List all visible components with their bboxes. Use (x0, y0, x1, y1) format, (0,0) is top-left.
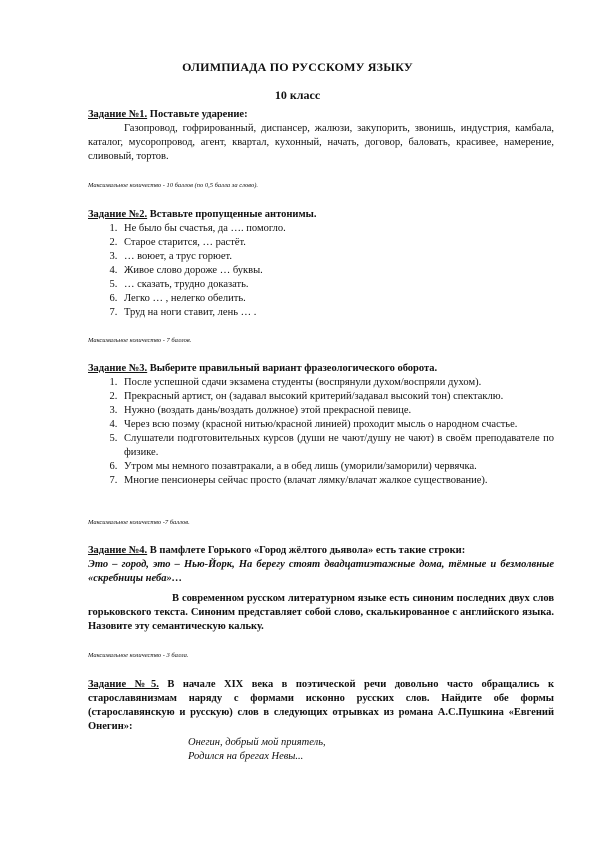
task-3-note: Максимальное количество -7 баллов. (88, 519, 190, 526)
task-5-text: В начале XIX века в поэтической речи довольно часто обращались к старославянизмам наряду с формами исконно русских слов. Найдите обе формы (старославянскую и русскую) слов в следующих отрывках из романа А.С.Пушкина «Евгений Онегин»: (88, 679, 555, 732)
list-item: 3. Нужно (воздать дань/воздать должное) этой прекрасной певице. (120, 404, 554, 418)
list-item: 1. После успешной сдачи экзамена студенты (воспрянули духом/воспряли духом). (120, 376, 554, 390)
list-item: 1. Не было бы счастья, да …. помогло. (120, 222, 554, 236)
task-3-label: Задание №3. (88, 363, 148, 374)
list-item: 7. Многие пенсионеры сейчас просто (влачат лямку/влачат жалкое существование). (120, 474, 554, 488)
task-2-header (88, 208, 554, 222)
task-1-note: Максимальное количество - 10 баллов (по 0,5 балла за слово). (88, 182, 259, 189)
list-item: 5. Слушатели подготовительных курсов (души не чают/душу не чают) в своём преподавателе по физике. (120, 432, 554, 460)
task-5-label: Задание №5. (88, 679, 159, 690)
task-2-text: Вставьте пропущенные антонимы. (149, 209, 317, 220)
task-3-header (88, 362, 554, 376)
poem-line: Онегин, добрый мой приятель, (188, 737, 326, 748)
list-item: 4. Через всю поэму (красной нитью/красной линией) проходит мысль о народном счастье. (120, 418, 554, 432)
task-4-header (88, 544, 554, 558)
task-3-list (88, 376, 554, 488)
task-2-list (88, 222, 554, 320)
task-5-poem (88, 736, 554, 764)
list-item: 6. Утром мы немного позавтракали, а в обед лишь (уморили/заморили) червячка. (120, 460, 554, 474)
task-2-note: Максимальное количество - 7 баллов. (88, 337, 192, 344)
task-4-text: В памфлете Горького «Город жёлтого дьявола» есть такие строки: (149, 545, 466, 556)
list-item: 3. … воюет, а трус горюет. (120, 250, 554, 264)
task-5-header (88, 678, 554, 734)
task-4 (88, 544, 554, 634)
task-4-note: Максимальное количество - 3 балла. (88, 652, 189, 659)
task-1-text: Поставьте ударение: (149, 109, 248, 120)
task-5 (88, 678, 554, 764)
task-2 (88, 208, 554, 320)
task-1 (88, 108, 554, 164)
list-item: 6. Легко … , нелегко обелить. (120, 292, 554, 306)
list-item: 5. … сказать, трудно доказать. (120, 278, 554, 292)
task-1-label: Задание №1. (88, 109, 148, 120)
grade-label: 10 класс (274, 88, 321, 102)
task-3-text: Выберите правильный вариант фразеологического оборота. (149, 363, 438, 374)
list-item: 4. Живое слово дороже … буквы. (120, 264, 554, 278)
task-2-label: Задание №2. (88, 209, 148, 220)
task-1-header (88, 108, 554, 122)
document-title: ОЛИМПИАДА ПО РУССКОМУ ЯЗЫКУ (182, 60, 413, 74)
list-item: 2. Старое старится, … растёт. (120, 236, 554, 250)
task-1-words: Газопровод, гофрированный, диспансер, жалюзи, закупорить, звонишь, индустрия, камбала, каталог, мусоропровод, агент, квартал, кухонный, начать, договор, баловать, красивее, намерение, сливовый, тортов. (88, 123, 554, 162)
task-4-label: Задание №4. (88, 545, 148, 556)
list-item: 2. Прекрасный артист, он (задавал высокий критерий/задавал высокий тон) спектаклю. (120, 390, 554, 404)
list-item: 7. Труд на ноги ставит, лень … . (120, 306, 554, 320)
task-4-body: В современном русском литературном языке есть синоним последних двух слов горьковского текста. Синоним представляет собой слово, скалькированное с английского языка. Назовите эту семантическую кальку. (88, 593, 554, 632)
poem-line: Родился на брегах Невы... (188, 751, 304, 762)
task-4-quote: Это – город, это – Нью-Йорк, На берегу стоят двадцатиэтажные дома, тёмные и безмолвные «скребницы неба»… (88, 559, 554, 584)
task-3 (88, 362, 554, 488)
